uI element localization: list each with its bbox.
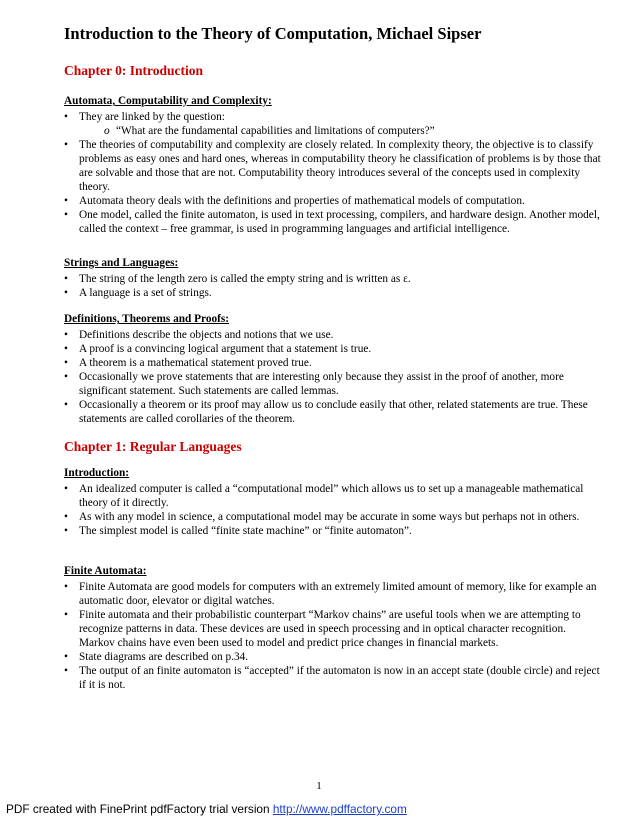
list-item: • Finite automata and their probabilistic counterpart “Markov chains” are useful tools when we are attempting to recognize patterns in data. These devices are used in speech processing and in optical character recognition. Markov chains have even been used to model and predict price changes in financial markets. [64,609,581,649]
bullet-icon: • [64,357,68,369]
bullet-icon: • [64,195,68,207]
bullet-icon: • [64,651,68,663]
footer-link[interactable]: http://www.pdffactory.com [272,802,407,816]
list-item: • The output of an finite automaton is “accepted” if the automaton is now in an accept state (double circle) and reject if it is not. [64,665,600,691]
bullet-icon: • [64,609,68,621]
sub-bullet-icon: o [104,125,110,137]
chapter-1-heading: Chapter 1: Regular Languages [64,439,242,454]
bullet-icon: • [64,665,68,677]
section-heading: Automata, Computability and Complexity: [64,95,272,107]
list-item: • Finite Automata are good models for computers with an extremely limited amount of memory, like for example an automatic door, elevator or digital watches. [64,581,597,607]
bullet-icon: • [64,273,68,285]
section-heading: Strings and Languages: [64,257,179,269]
list-item: • The string of the length zero is called the empty string and is written as ε. [64,273,411,285]
bullet-icon: • [64,287,68,299]
section-heading: Definitions, Theorems and Proofs: [64,313,230,325]
list-item: • An idealized computer is called a “computational model” which allows us to set up a manageable mathematical theory of it directly. [64,483,584,509]
list-item: • Automata theory deals with the definitions and properties of mathematical models of computation. [64,195,525,207]
list-item: • Occasionally we prove statements that are interesting only because they assist in the proof of another, more significant statement. Such statements are called lemmas. [64,371,564,397]
footer-text: PDF created with FinePrint pdfFactory trial version [6,802,273,816]
bullet-icon: • [64,139,68,151]
bullet-icon: • [64,209,68,221]
bullet-icon: • [64,329,68,341]
bullet-icon: • [64,511,68,523]
bullet-icon: • [64,399,68,411]
list-item: • The theories of computability and complexity are closely related. In complexity theory, the objective is to classify problems as easy ones and hard ones, whereas in computability theory he classification of problems is by those that are solvable and those that are not. Computability theory introduces several of the concepts used in complexity theory. [64,139,601,193]
bullet-icon: • [64,483,68,495]
section-definitions [64,312,604,426]
bullet-icon: • [64,111,68,123]
section-finite-automata [64,564,604,692]
list-item: • The simplest model is called “finite state machine” or “finite automaton”. [64,525,412,537]
list-item: • A proof is a convincing logical argument that a statement is true. [64,343,372,355]
sub-list-item: o “What are the fundamental capabilities and limitations of computers?” [104,125,435,137]
section-automata [64,94,604,236]
list-item: • A language is a set of strings. [64,287,212,299]
list-item: • As with any model in science, a computational model may be accurate in some ways but perhaps not in others. [64,511,580,523]
bullet-icon: • [64,371,68,383]
section-heading: Introduction: [64,467,130,479]
chapter-0-heading: Chapter 0: Introduction [64,63,204,78]
list-item: • State diagrams are described on p.34. [64,651,249,663]
section-strings [64,256,604,300]
document-title: Introduction to the Theory of Computation, Michael Sipser [64,24,482,43]
pdf-footer [6,802,407,816]
bullet-icon: • [64,343,68,355]
page-number: 1 [316,780,322,792]
list-item: • They are linked by the question: [64,111,225,123]
section-introduction [64,466,604,538]
list-item: • Definitions describe the objects and notions that we use. [64,329,334,341]
section-heading: Finite Automata: [64,565,147,577]
list-item: • Occasionally a theorem or its proof may allow us to conclude easily that other, related statements are true. These statements are called corollaries of the theorem. [64,399,588,425]
list-item: • A theorem is a mathematical statement proved true. [64,357,312,369]
bullet-icon: • [64,525,68,537]
list-item: • One model, called the finite automaton, is used in text processing, compilers, and hardware design. Another model, called the context – free grammar, is used in programming languages and artificial intelligence. [64,209,600,235]
bullet-icon: • [64,581,68,593]
